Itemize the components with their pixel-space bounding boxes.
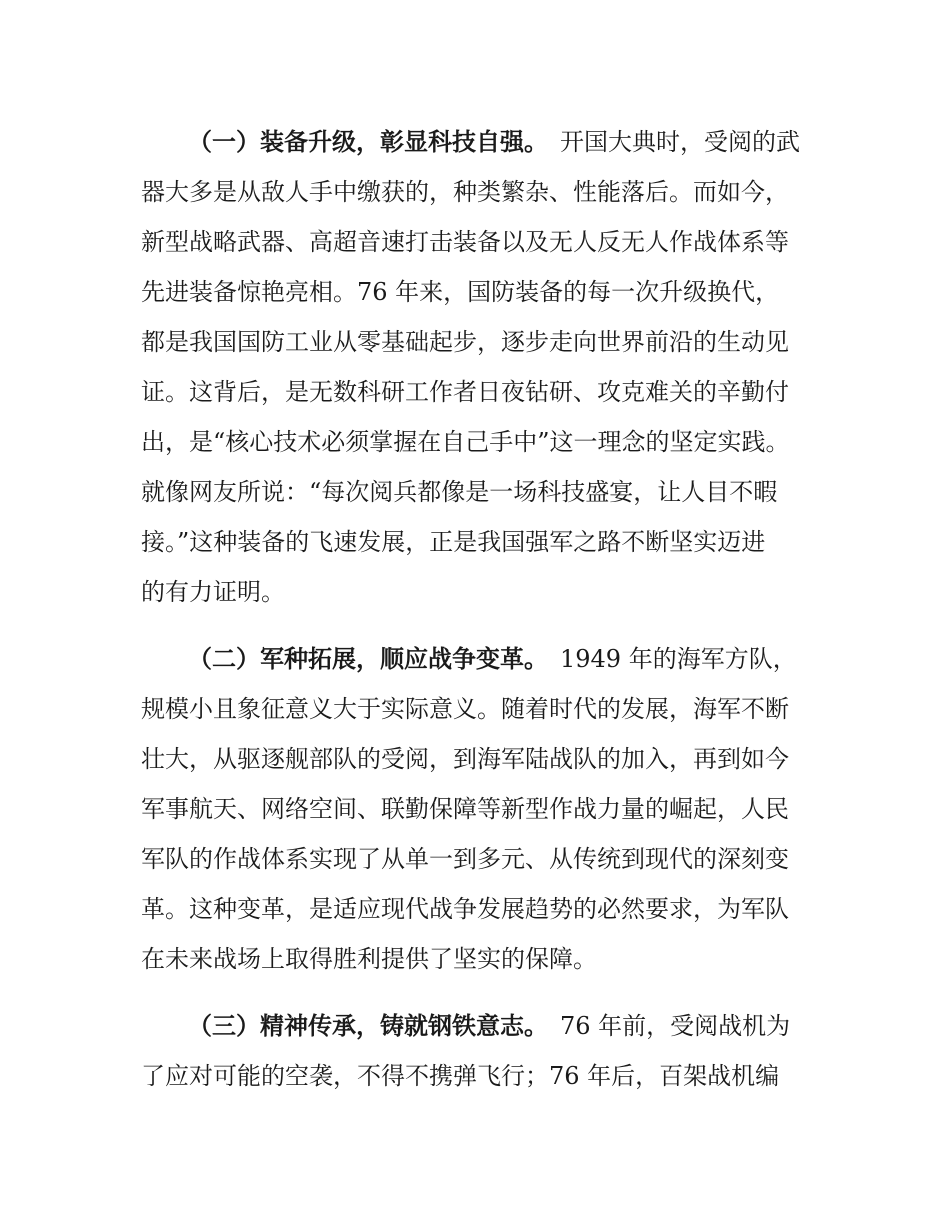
paragraph-3-line-1 (0, 1007, 950, 1045)
paragraph-1-line-8 (0, 473, 950, 511)
paragraph-text: 开国大典时，受阅的武 (560, 128, 800, 156)
paragraph-2-line-7 (0, 940, 950, 978)
paragraph-text: 就像网友所说：“每次阅兵都像是一场科技盛宴，让人目不暇 (141, 478, 778, 506)
paragraph-text: 器大多是从敌人手中缴获的，种类繁杂、性能落后。而如今， (141, 178, 789, 206)
paragraph-1-line-10 (0, 573, 950, 611)
paragraph-text: 在未来战场上取得胜利提供了坚实的保障。 (141, 945, 597, 973)
section-heading-2: （二）军种拓展，顺应战争变革。 (188, 644, 548, 673)
section-heading-1: （一）装备升级，彰显科技自强。 (188, 127, 548, 156)
paragraph-text: 先进装备惊艳亮相。76 年来，国防装备的每一次升级换代， (141, 278, 780, 306)
paragraph-text: 的有力证明。 (141, 578, 285, 606)
paragraph-2-line-6 (0, 890, 950, 928)
paragraph-text: 都是我国国防工业从零基础起步，逐步走向世界前沿的生动见 (141, 328, 789, 356)
paragraph-text: 军事航天、网络空间、联勤保障等新型作战力量的崛起，人民 (141, 795, 789, 823)
paragraph-2-line-2 (0, 690, 950, 728)
paragraph-text: 接。”这种装备的飞速发展，正是我国强军之路不断坚实迈进 (141, 528, 766, 556)
paragraph-text: 新型战略武器、高超音速打击装备以及无人反无人作战体系等 (141, 228, 789, 256)
paragraph-1-line-9 (0, 523, 950, 561)
paragraph-text: 证。这背后，是无数科研工作者日夜钻研、攻克难关的辛勤付 (141, 378, 789, 406)
paragraph-text: 1949 年的海军方队， (560, 645, 797, 673)
paragraph-text: 规模小且象征意义大于实际意义。随着时代的发展，海军不断 (141, 695, 789, 723)
paragraph-3-line-2 (0, 1057, 950, 1095)
paragraph-text: 革。这种变革，是适应现代战争发展趋势的必然要求，为军队 (141, 895, 789, 923)
paragraph-2-line-3 (0, 740, 950, 778)
paragraph-text: 出，是“核心技术必须掌握在自己手中”这一理念的坚定实践。 (141, 428, 790, 456)
paragraph-text: 军队的作战体系实现了从单一到多元、从传统到现代的深刻变 (141, 845, 789, 873)
paragraph-text: 壮大，从驱逐舰部队的受阅，到海军陆战队的加入，再到如今 (141, 745, 789, 773)
paragraph-1-line-3 (0, 223, 950, 261)
paragraph-1-line-6 (0, 373, 950, 411)
section-heading-3: （三）精神传承，铸就钢铁意志。 (188, 1011, 548, 1040)
paragraph-1-line-1 (0, 123, 950, 161)
paragraph-text: 了应对可能的空袭，不得不携弹飞行；76 年后，百架战机编 (141, 1062, 780, 1090)
paragraph-2-line-1 (0, 640, 950, 678)
paragraph-1-line-4 (0, 273, 950, 311)
paragraph-2-line-4 (0, 790, 950, 828)
paragraph-1-line-7 (0, 423, 950, 461)
paragraph-1-line-2 (0, 173, 950, 211)
paragraph-text: 76 年前，受阅战机为 (560, 1012, 791, 1040)
paragraph-1-line-5 (0, 323, 950, 361)
paragraph-2-line-5 (0, 840, 950, 878)
